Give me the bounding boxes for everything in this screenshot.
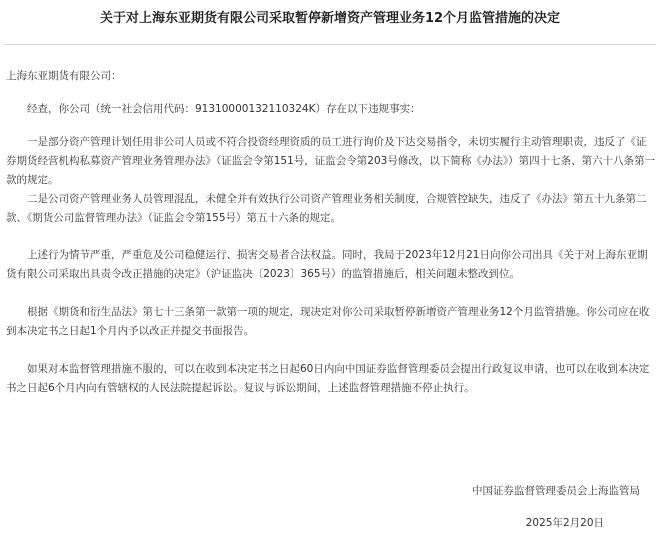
paragraph-appeal-rights: 如果对本监督管理措施不服的，可以在收到本决定书之日起60日内向中国证券监督管理委员会提出行政复议申请，也可以在收到本决定书之日起6个月内向有管辖权的人民法院提起诉讼。复议与诉讼期间，上述监督管理措施不停止执行。: [6, 363, 650, 394]
signature-date: 2025年2月20日: [525, 517, 604, 529]
paragraph-violation-two: 二是公司资产管理业务人员管理混乱，未健全并有效执行公司资产管理业务相关制度，合规管控缺失，违反了《办法》第五十九条第二款、《期货公司监督管理办法》（证监会令第155号）第五十六条的规定。: [6, 193, 647, 224]
addressee: 上海东亚期货有限公司：: [6, 70, 122, 82]
document-title: 关于对上海东亚期货有限公司采取暂停新增资产管理业务12个月监管措施的决定: [99, 11, 561, 26]
signature-organization: 中国证券监督管理委员会上海监管局: [472, 485, 640, 497]
paragraph-severity: 上述行为情节严重，严重危及公司稳健运行、损害交易者合法权益。同时，我局于2023年12月21日向你公司出具《关于对上海东亚期货有限公司采取出具责令改正措施的决定》（沪证监决〔2023〕365号）的监管措施后，相关问题未整改到位。: [6, 249, 648, 280]
title-divider: [4, 44, 656, 45]
paragraph-decision: 根据《期货和衍生品法》第七十三条第一款第一项的规定，现决定对你公司采取暂停新增资产管理业务12个月监管措施。你公司应在收到本决定书之日起1个月内予以改正并提交书面报告。: [6, 306, 650, 337]
paragraph-violation-one: 一是部分资产管理计划任用非公司人员或不符合投资经理资质的员工进行询价及下达交易指令，未切实履行主动管理职责，违反了《证券期货经营机构私募资产管理业务管理办法》（证监会令第151号，证监会令第203号修改，以下简称《办法》）第四十七条、第六十八条第一款的规定。: [6, 136, 656, 186]
paragraph-findings-intro: 经查，你公司（统一社会信用代码：91310000132110324K）存在以下违规事实：: [27, 103, 421, 115]
